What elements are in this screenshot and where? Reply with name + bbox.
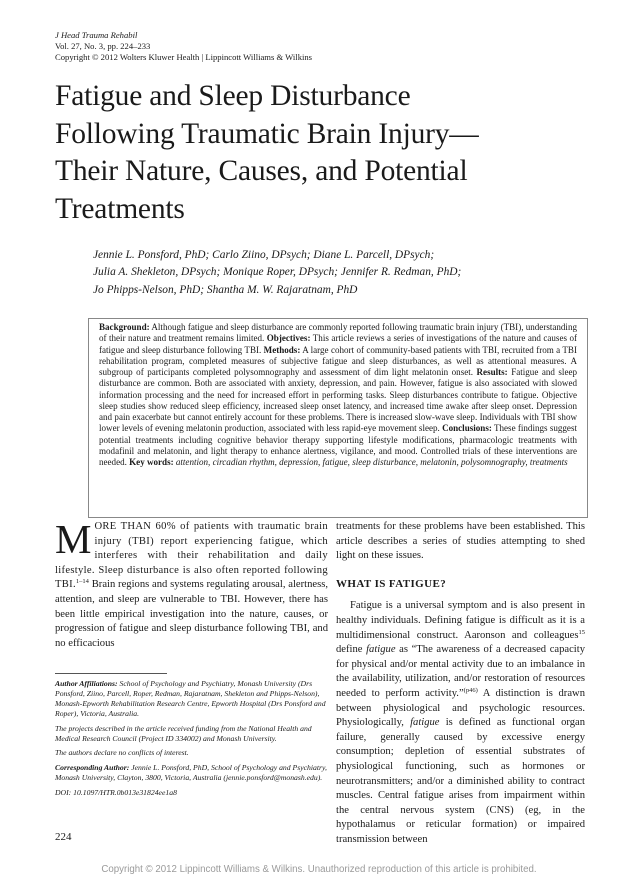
intro-text-continued: Brain regions and systems regulating arousal, alertness, attention, and sleep are vulnerable to TBI. However, there has been little empirical investigation into the nature, causes, or progression of fatigue and sleep disturbance following TBI, and no efficacious: [55, 579, 328, 649]
paragraph-text: A distinction is drawn between physiological and psychologic resources. Physiologically,: [336, 687, 585, 729]
footer-copyright: Copyright © 2012 Lippincott Williams & Wilkins. Unauthorized reproduction of this article is prohibited.: [101, 864, 537, 875]
article-title: [55, 78, 595, 228]
corresponding-label: Corresponding Author:: [55, 763, 130, 773]
abstract-results-text: Fatigue and sleep disturbance are common. Both are associated with anxiety, depression, and pain. However, fatigue is also associated with slowed information processing and the need for increased effort in performing tasks. Sleep disturbances contribute to fatigue. Objective sleep studies show reduced sleep efficiency, increased sleep onset latency, and increased time awake after sleep onset. Depression and pain exacerbate but cannot entirely account for these problems. There is increased slow-wave sleep. Individuals with TBI show lower levels of evening melatonin production, associated with less rapid-eye movement sleep.: [99, 367, 577, 434]
funding-note: The projects described in the article received funding from the National Health and Medical Research Council (Project ID 334002) and Monash University.: [55, 723, 312, 743]
abstract-objectives-text: This article reviews a series of investigations of the nature and causes of fatigue and sleep disturbance following TBI.: [99, 333, 577, 355]
page-number: 224: [55, 831, 72, 843]
author-list: [93, 247, 603, 299]
section-heading: WHAT IS FATIGUE?: [336, 577, 447, 590]
citation: 1–14: [75, 578, 89, 586]
footnote-divider: [55, 673, 167, 674]
corresponding-text: Jennie L. Ponsford, PhD, School of Psychology and Psychiatry, Monash University, Clayton, 3800, Victoria, Australia (jennie.ponsford@monash.edu).: [55, 763, 327, 783]
drop-cap: M: [55, 516, 92, 562]
title-line: Their Nature, Causes, and Potential: [55, 155, 468, 187]
abstract-objectives-label: Objectives:: [266, 333, 311, 344]
paragraph-text: as “The awareness of a decreased capacity for physical and/or mental activity due to an imbalance in the availability, utilization, and/or restoration of resources needed to perform activity.”: [336, 644, 585, 699]
paragraph-fatigue: [336, 599, 585, 847]
body-column-right: [336, 520, 585, 847]
paragraph-text: is defined as functional organ failure, generally caused by excessive energy consumption; depletion of essential substrates of physiological functioning, such as hormones or neurotransmitters; and/or a diminished ability to contract muscles. Central fatigue arises from impairment within the central nervous system (CNS) (eg, in the hypothalamus or reticular formation) or impaired transmission between: [336, 717, 586, 845]
abstract-background-label: Background:: [99, 322, 150, 332]
corresponding-author: [55, 763, 329, 783]
journal-header: [55, 30, 312, 63]
paragraph-text: Fatigue is a universal symptom and is also present in healthy individuals. Defining fatigue is difficult as it is a multidimensional construct. Aaronson and colleagues: [336, 600, 585, 641]
journal-volume: Vol. 27, No. 3, pp. 224–233: [55, 41, 151, 51]
intro-text-right: treatments for these problems have been established. This article describes a series of studies attempting to shed light on these issues.: [336, 521, 585, 562]
author-line: Jo Phipps-Nelson, PhD; Shantha M. W. Rajaratnam, PhD: [93, 283, 358, 296]
abstract-box: [88, 318, 588, 518]
abstract-background-text: Although fatigue and sleep disturbance are commonly reported following traumatic brain injury (TBI), understanding of their nature and treatment remains limited.: [99, 322, 577, 344]
author-line: Julia A. Shekleton, DPsych; Monique Roper, DPsych; Jennifer R. Redman, PhD;: [93, 266, 462, 279]
abstract-conclusions-label: Conclusions:: [442, 423, 492, 434]
author-line: Jennie L. Ponsford, PhD; Carlo Ziino, DPsych; Diane L. Parcell, DPsych;: [93, 249, 435, 261]
paragraph-text: define: [336, 644, 367, 656]
affiliations-text: School of Psychology and Psychiatry, Monash University (Drs Ponsford, Ziino, Parcell, Roper, Redman, Rajaratnam, Shekleton and Phipps-Nelson), Monash-Epworth Rehabilitation Research Centre, Epworth Hospital (Drs Ponsford and Roper), Victoria, Australia.: [55, 679, 326, 718]
body-column-left: [55, 516, 328, 651]
citation: 15: [578, 628, 585, 636]
keywords-text: attention, circadian rhythm, depression, fatigue, sleep disturbance, melatonin, polysomnography, treatments: [173, 457, 568, 467]
intro-text: ORE THAN 60% of patients with traumatic brain injury (TBI) report experiencing fatigue, which interferes with their rehabilitation and daily lifestyle. Sleep disturbance is also often reported following TBI.: [55, 521, 328, 591]
affiliations-label: Author Affiliations:: [55, 679, 118, 688]
title-line: Treatments: [55, 192, 185, 225]
title-line: Following Traumatic Brain Injury—: [55, 117, 479, 150]
journal-name: J Head Trauma Rehabil: [55, 30, 138, 40]
doi: DOI: 10.1097/HTR.0b013e31824ee1a8: [55, 788, 177, 798]
conflicts-note: The authors declare no conflicts of interest.: [55, 748, 189, 758]
journal-copyright: Copyright © 2012 Wolters Kluwer Health | Lippincott Williams & Wilkins: [55, 52, 313, 62]
emphasis-term: fatigue: [410, 717, 440, 729]
abstract-results-label: Results:: [476, 367, 508, 377]
abstract-methods-label: Methods:: [263, 344, 301, 355]
keywords-label: Key words:: [129, 457, 174, 467]
abstract-methods-text: A large cohort of community-based patients with TBI, recruited from a TBI rehabilitation program, completed measures of subjective fatigue and sleep disturbances, as well as attentional measures. A subgroup of participants completed polysomnography and assessment of dim light melatonin onset.: [99, 344, 577, 377]
citation: (p46): [463, 686, 478, 694]
emphasis-term: fatigue: [366, 644, 396, 656]
author-affiliations: [55, 679, 329, 719]
footnotes: [55, 679, 329, 803]
abstract-conclusions-text: These findings suggest potential treatments including cognitive behavior therapy supporting lifestyle modifications, pharmacologic treatments with modafinil and melatonin, and light therapy to enhance alertness, vigilance, and mood. Controlled trials of these interventions are needed.: [99, 423, 577, 467]
title-line: Fatigue and Sleep Disturbance: [55, 80, 411, 112]
